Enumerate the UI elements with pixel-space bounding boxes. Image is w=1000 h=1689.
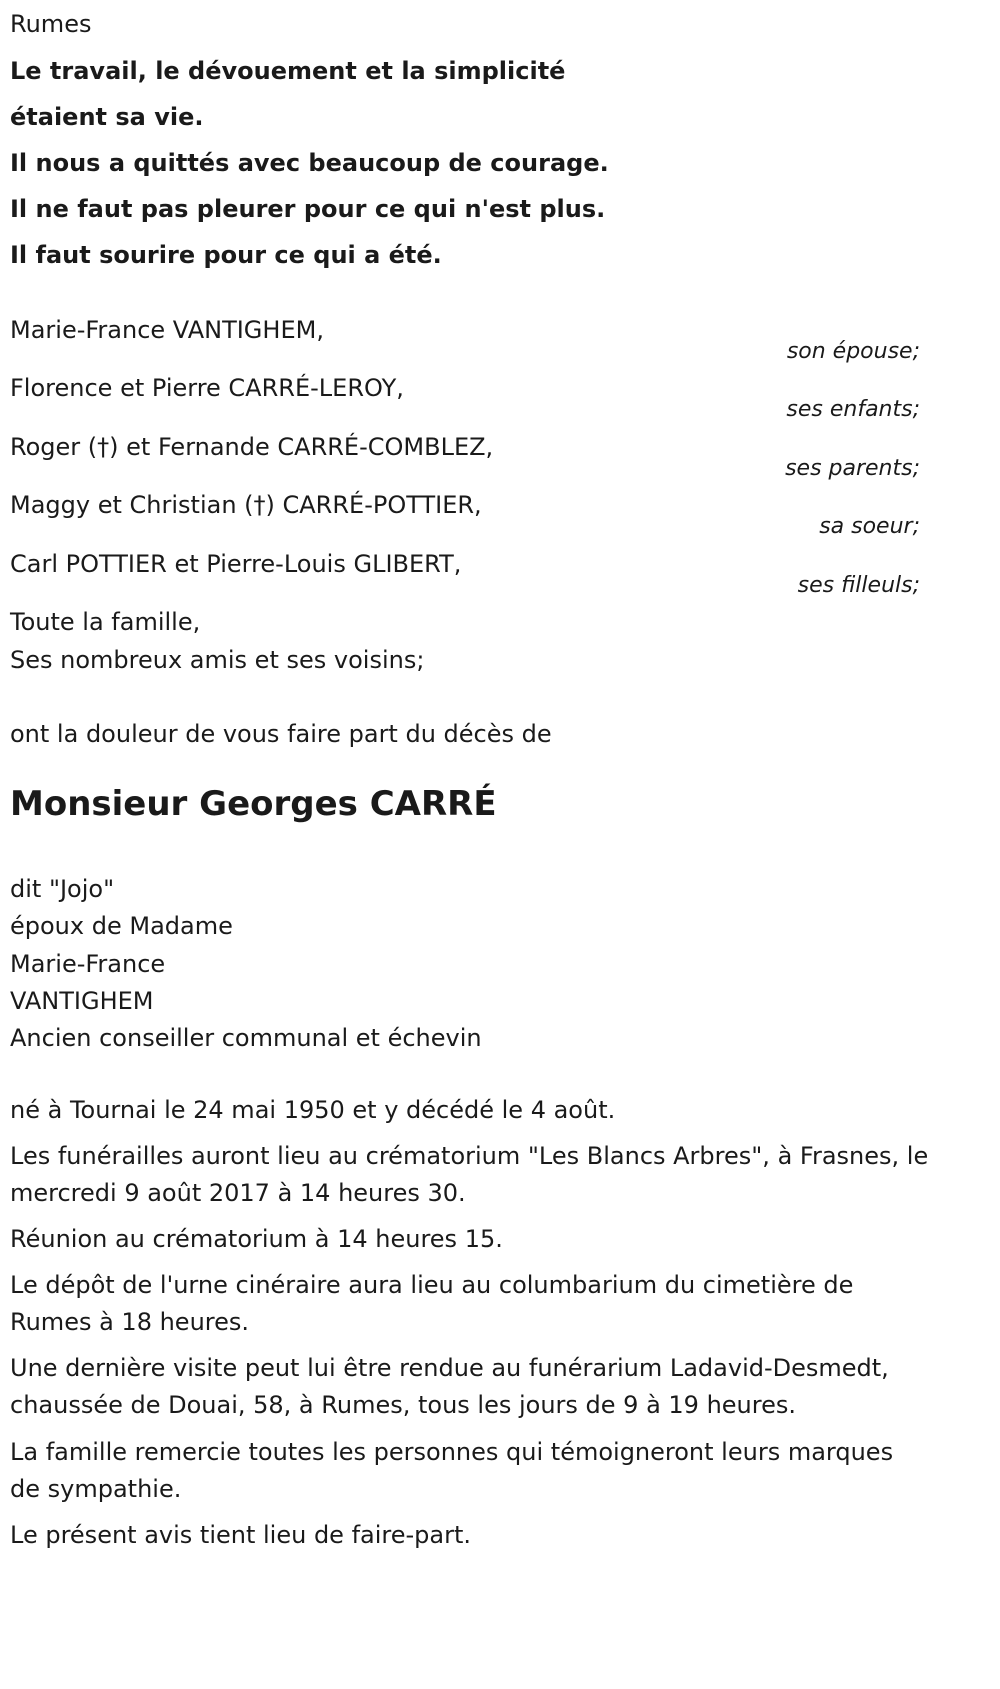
family-member-name: Florence et Pierre CARRÉ-LEROY, <box>10 374 404 402</box>
info-paragraph: Les funérailles auront lieu au crématorium "Les Blancs Arbres", à Frasnes, le mercredi 9 août 2017 à 14 heures 30. <box>10 1142 929 1207</box>
detail-line: Marie-France <box>10 950 166 978</box>
family-member-name: Roger (†) et Fernande CARRÉ-COMBLEZ, <box>10 433 494 461</box>
quote-line: Le travail, le dévouement et la simplicité <box>10 57 566 85</box>
family-relation: ses filleuls; <box>797 573 920 598</box>
family-member-name: Carl POTTIER et Pierre-Louis GLIBERT, <box>10 550 462 578</box>
family-entry <box>10 433 920 493</box>
announcement: ont la douleur de vous faire part du décès de <box>10 720 552 748</box>
info-paragraph: Le présent avis tient lieu de faire-part. <box>10 1521 472 1549</box>
detail-line: époux de Madame <box>10 912 233 940</box>
detail-line: dit "Jojo" <box>10 875 115 903</box>
family-relation: ses parents; <box>785 456 920 481</box>
detail-line: Ancien conseiller communal et échevin <box>10 1024 482 1052</box>
info-paragraph: La famille remercie toutes les personnes qui témoigneront leurs marques de sympathie. <box>10 1438 894 1503</box>
info-paragraph: Une dernière visite peut lui être rendue au funérarium Ladavid-Desmedt, chaussée de Douai, 58, à Rumes, tous les jours de 9 à 19 heures. <box>10 1354 889 1419</box>
quote-line: étaient sa vie. <box>10 103 204 131</box>
quote-line: Il ne faut pas pleurer pour ce qui n'est plus. <box>10 195 606 223</box>
info-paragraph: Le dépôt de l'urne cinéraire aura lieu au columbarium du cimetière de Rumes à 18 heures. <box>10 1271 854 1336</box>
detail-line: VANTIGHEM <box>10 987 154 1015</box>
family-relation: son épouse; <box>786 339 920 364</box>
deceased-name: Monsieur Georges CARRÉ <box>10 784 497 824</box>
family-entry <box>10 550 920 610</box>
quote-line: Il faut sourire pour ce qui a été. <box>10 241 442 269</box>
family-member-name: Marie-France VANTIGHEM, <box>10 316 324 344</box>
others-line: Toute la famille, <box>10 608 201 636</box>
info-paragraph: né à Tournai le 24 mai 1950 et y décédé le 4 août. <box>10 1096 616 1124</box>
family-entry <box>10 374 920 434</box>
family-entry <box>10 491 920 551</box>
info-paragraph: Réunion au crématorium à 14 heures 15. <box>10 1225 503 1253</box>
family-entry <box>10 316 920 376</box>
family-relation: ses enfants; <box>786 397 920 422</box>
family-member-name: Maggy et Christian (†) CARRÉ-POTTIER, <box>10 491 482 519</box>
place-name: Rumes <box>10 10 92 38</box>
quote-line: Il nous a quittés avec beaucoup de courage. <box>10 149 609 177</box>
family-relation: sa soeur; <box>819 514 920 539</box>
others-line: Ses nombreux amis et ses voisins; <box>10 646 425 674</box>
